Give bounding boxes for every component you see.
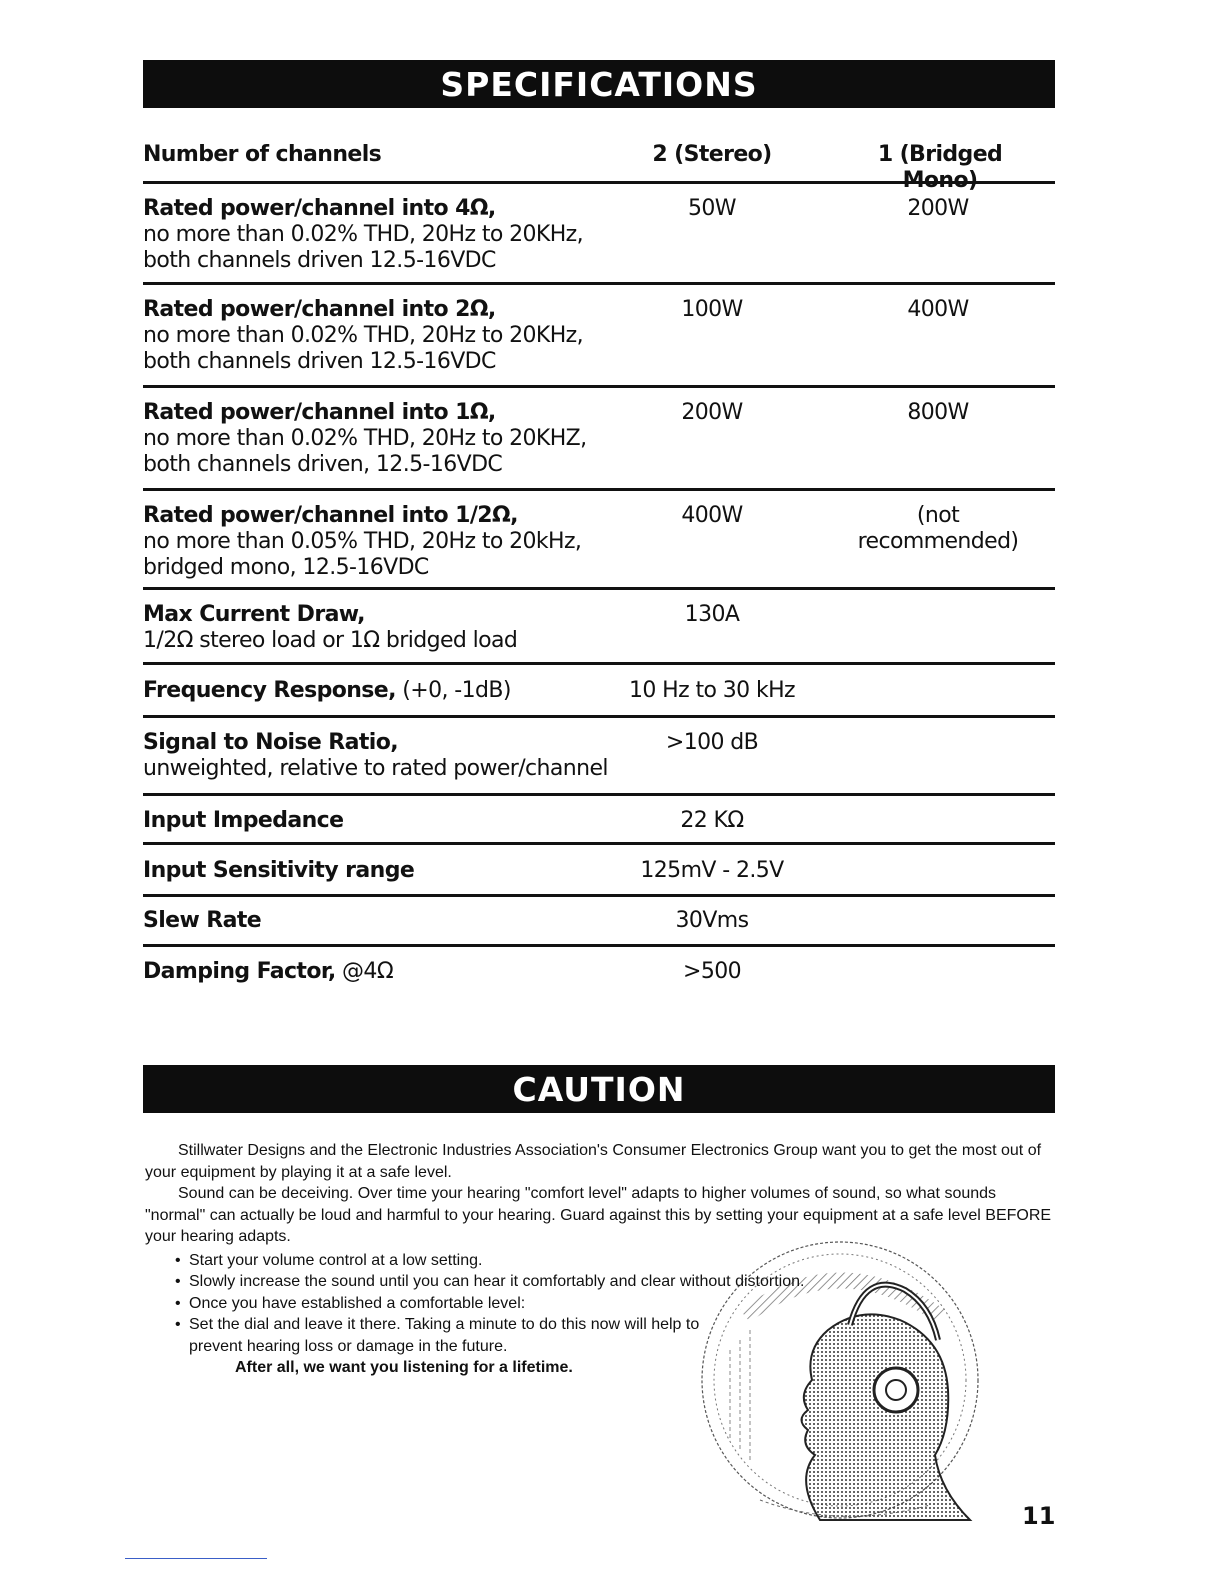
spec-value: 22 KΩ [680, 808, 744, 833]
spec-row-max-current [143, 590, 1055, 665]
spec-sub: unweighted, relative to rated power/channel [143, 756, 608, 781]
spec-sub: no more than 0.02% THD, 20Hz to 20KHZ, [143, 426, 587, 451]
spec-value-stereo: 200W [681, 400, 743, 425]
spec-label: Rated power/channel into 1Ω, [143, 400, 496, 425]
spec-label: Frequency Response, [143, 678, 396, 703]
spec-value: 30Vms [675, 908, 749, 933]
spec-row-sensitivity [143, 845, 1055, 897]
spec-value: >100 dB [665, 730, 759, 755]
spec-value: >500 [682, 959, 742, 984]
spec-value-stereo: 50W [688, 196, 736, 221]
spec-value: 125mV - 2.5V [640, 858, 784, 883]
caution-body [145, 1140, 1057, 1379]
spec-row-impedance [143, 796, 1055, 845]
spec-row-frequency [143, 665, 1055, 718]
spec-row-half-ohm [143, 491, 1055, 590]
caution-paragraph-2: Sound can be deceiving. Over time your hearing "comfort level" adapts to higher volumes of sound, so what sounds "normal" can actually be loud and harmful to your hearing. Guard against this by setting your equipment at a safe level BEFORE your hearing adapts. [145, 1185, 1052, 1245]
caution-bullet: • Set the dial and leave it there. Taking a minute to do this now will help to prevent hearing loss or damage in the future. [175, 1314, 709, 1357]
caution-closing: After all, we want you listening for a lifetime. [235, 1359, 573, 1376]
spec-label: Rated power/channel into 2Ω, [143, 297, 496, 322]
spec-row-2ohm [143, 285, 1055, 388]
spec-label: Max Current Draw, [143, 602, 365, 627]
spec-value-bridged: 800W [907, 400, 969, 425]
header-col-bridged: 1 (Bridged Mono) [877, 142, 1003, 193]
spec-row-4ohm [143, 184, 1055, 285]
header-label: Number of channels [143, 142, 382, 167]
caution-banner [143, 1065, 1055, 1113]
spec-sub: 1/2Ω stereo load or 1Ω bridged load [143, 628, 518, 653]
specifications-title: SPECIFICATIONS [440, 64, 758, 104]
spec-sub: both channels driven 12.5-16VDC [143, 349, 496, 374]
caution-bullet: • Start your volume control at a low setting. [175, 1250, 1057, 1272]
caution-bullet: • Slowly increase the sound until you can hear it comfortably and clear without distortion. [175, 1271, 1057, 1293]
spec-label: Rated power/channel into 4Ω, [143, 196, 496, 221]
spec-value-bridged: 400W [907, 297, 969, 322]
specifications-banner [143, 60, 1055, 108]
spec-sub: no more than 0.02% THD, 20Hz to 20KHz, [143, 323, 584, 348]
spec-label: Slew Rate [143, 908, 262, 933]
spec-label: Signal to Noise Ratio, [143, 730, 398, 755]
spec-value-stereo: 400W [681, 503, 743, 528]
spec-sub: both channels driven, 12.5-16VDC [143, 452, 503, 477]
spec-inline: @4Ω [335, 959, 394, 984]
spec-value-bridged: 200W [907, 196, 969, 221]
spec-row-1ohm [143, 388, 1055, 491]
spec-sub: bridged mono, 12.5-16VDC [143, 555, 429, 580]
spec-sub: no more than 0.02% THD, 20Hz to 20KHz, [143, 222, 584, 247]
spec-value-stereo: 100W [681, 297, 743, 322]
spec-value: 10 Hz to 30 kHz [629, 678, 795, 703]
caution-paragraph-1: Stillwater Designs and the Electronic Industries Association's Consumer Electronics Group want you to get the most out of your equipment by playing it at a safe level. [145, 1142, 1042, 1181]
page-number: 11 [1022, 1502, 1056, 1530]
spec-label: Input Sensitivity range [143, 858, 415, 883]
spec-value: 130A [684, 602, 740, 627]
spec-sub: both channels driven 12.5-16VDC [143, 248, 496, 273]
caution-title: CAUTION [512, 1069, 686, 1109]
spec-row-snr [143, 718, 1055, 796]
spec-row-damping [143, 947, 1055, 1007]
spec-value-bridged: (not recommended) [857, 503, 1019, 554]
spec-label: Damping Factor, [143, 959, 336, 984]
spec-row-slew-rate [143, 897, 1055, 947]
spec-inline: (+0, -1dB) [395, 678, 511, 703]
spec-sub: no more than 0.05% THD, 20Hz to 20kHz, [143, 529, 582, 554]
spec-header-row [143, 138, 1055, 193]
footer-rule [125, 1558, 267, 1559]
spec-label: Input Impedance [143, 808, 344, 833]
specifications-table [143, 138, 1055, 1007]
caution-bullet: • Once you have established a comfortable level: [175, 1293, 1057, 1315]
header-col-stereo: 2 (Stereo) [652, 142, 772, 167]
spec-label: Rated power/channel into 1/2Ω, [143, 503, 518, 528]
caution-bullet-list [145, 1250, 1057, 1358]
